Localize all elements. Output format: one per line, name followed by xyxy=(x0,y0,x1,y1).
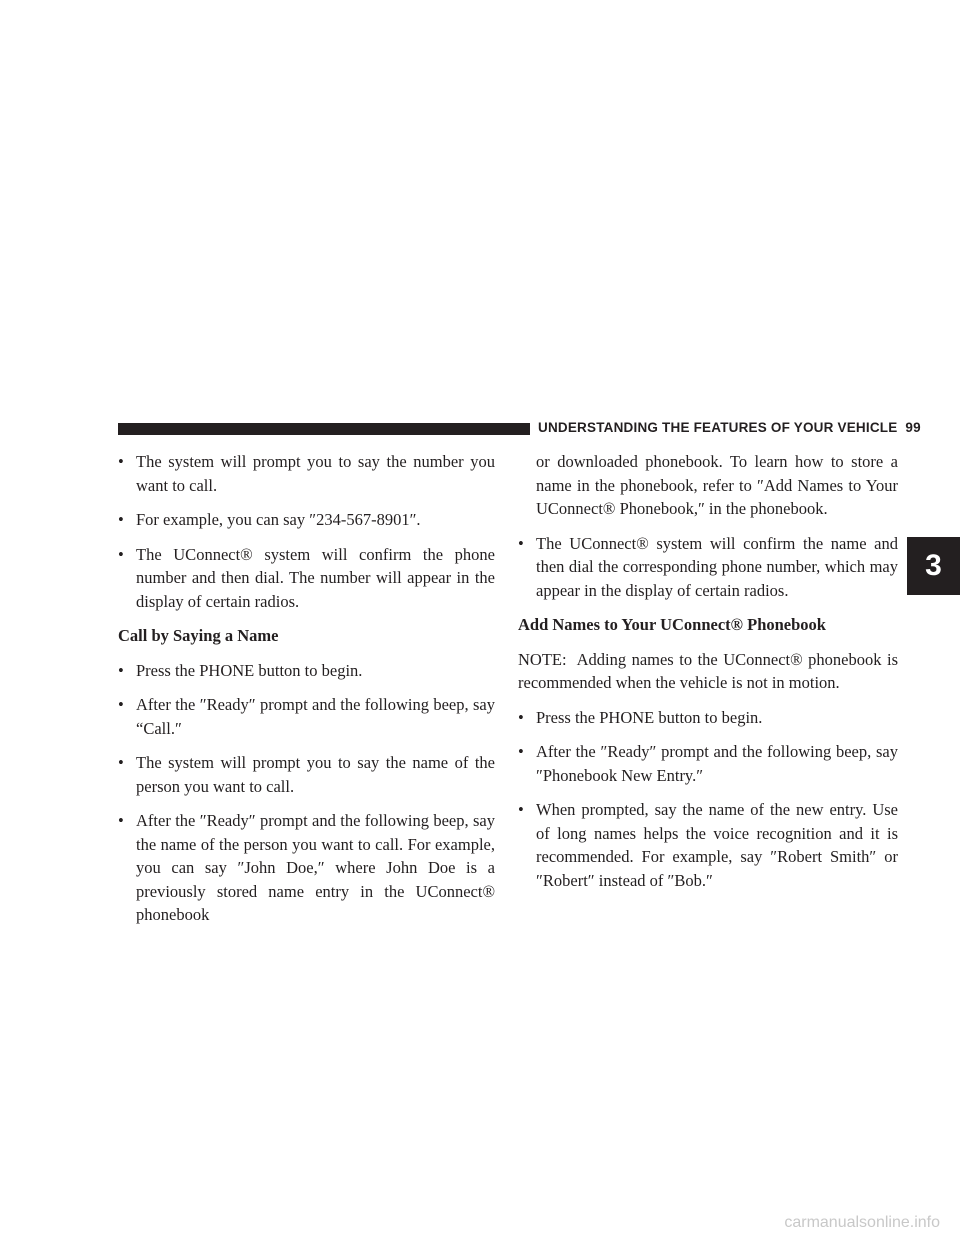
list-item: • After the ″Ready″ prompt and the following beep, say ″Phonebook New Entry.″ xyxy=(518,742,898,785)
bullet-dot: • xyxy=(518,800,524,819)
list-item: • After the ″Ready″ prompt and the following beep, say the name of the person you want to call. For example, you can say ″John Doe,″ where John Doe is a previously stored name entry in the UConnect® phonebook xyxy=(118,811,495,924)
note-text: Adding names to the UConnect® phonebook is recommended when the vehicle is not in motion. xyxy=(518,649,898,692)
bullet-dot: • xyxy=(118,695,124,714)
list-item: • The UConnect® system will confirm the phone number and then dial. The number will appear in the display of certain radios. xyxy=(118,544,495,611)
list-item: • The system will prompt you to say the name of the person you want to call. xyxy=(118,753,495,796)
watermark-footer: carmanualsonline.info xyxy=(784,1214,940,1231)
header-title: UNDERSTANDING THE FEATURES OF YOUR VEHICLE xyxy=(538,420,898,435)
chapter-tab: 3 xyxy=(907,537,960,595)
running-header xyxy=(538,420,921,435)
section-heading-add-names: Add Names to Your UConnect® Phonebook xyxy=(518,615,826,634)
list-item: • The UConnect® system will confirm the name and then dial the corresponding phone number, which may appear in the display of certain radios. xyxy=(518,533,898,600)
list-item: • Press the PHONE button to begin. xyxy=(118,659,495,683)
bullet-dot: • xyxy=(118,544,124,564)
bullet-dot: • xyxy=(518,742,524,761)
list-item: • For example, you can say ″234-567-8901″. xyxy=(118,508,495,532)
page-number: 99 xyxy=(905,420,921,435)
left-column xyxy=(118,450,495,938)
note-label: NOTE: xyxy=(518,649,567,669)
bullet-dot: • xyxy=(518,533,524,553)
bullet-dot: • xyxy=(518,707,524,727)
bullet-dot: • xyxy=(118,811,124,830)
bullet-dot: • xyxy=(118,452,124,471)
bullet-dot: • xyxy=(118,660,124,680)
list-item: • When prompted, say the name of the new entry. Use of long names helps the voice recognition and it is recommended. For example, say ″Robert Smith″ or ″Robert″ instead of ″Bob.″ xyxy=(518,800,898,890)
list-item: • Press the PHONE button to begin. xyxy=(518,706,898,730)
header-rule xyxy=(118,423,530,435)
section-heading-call-by-name: Call by Saying a Name xyxy=(118,626,279,645)
continued-text: or downloaded phonebook. To learn how to store a name in the phonebook, refer to ″Add Names to Your UConnect® Phonebook,″ in the phonebook. xyxy=(536,452,898,518)
list-item: • The system will prompt you to say the number you want to call. xyxy=(118,452,495,495)
list-item: • After the ″Ready″ prompt and the following beep, say “Call.″ xyxy=(118,695,495,738)
bullet-dot: • xyxy=(118,753,124,772)
note-paragraph xyxy=(518,648,898,695)
right-column xyxy=(518,450,898,903)
bullet-dot: • xyxy=(118,510,124,529)
